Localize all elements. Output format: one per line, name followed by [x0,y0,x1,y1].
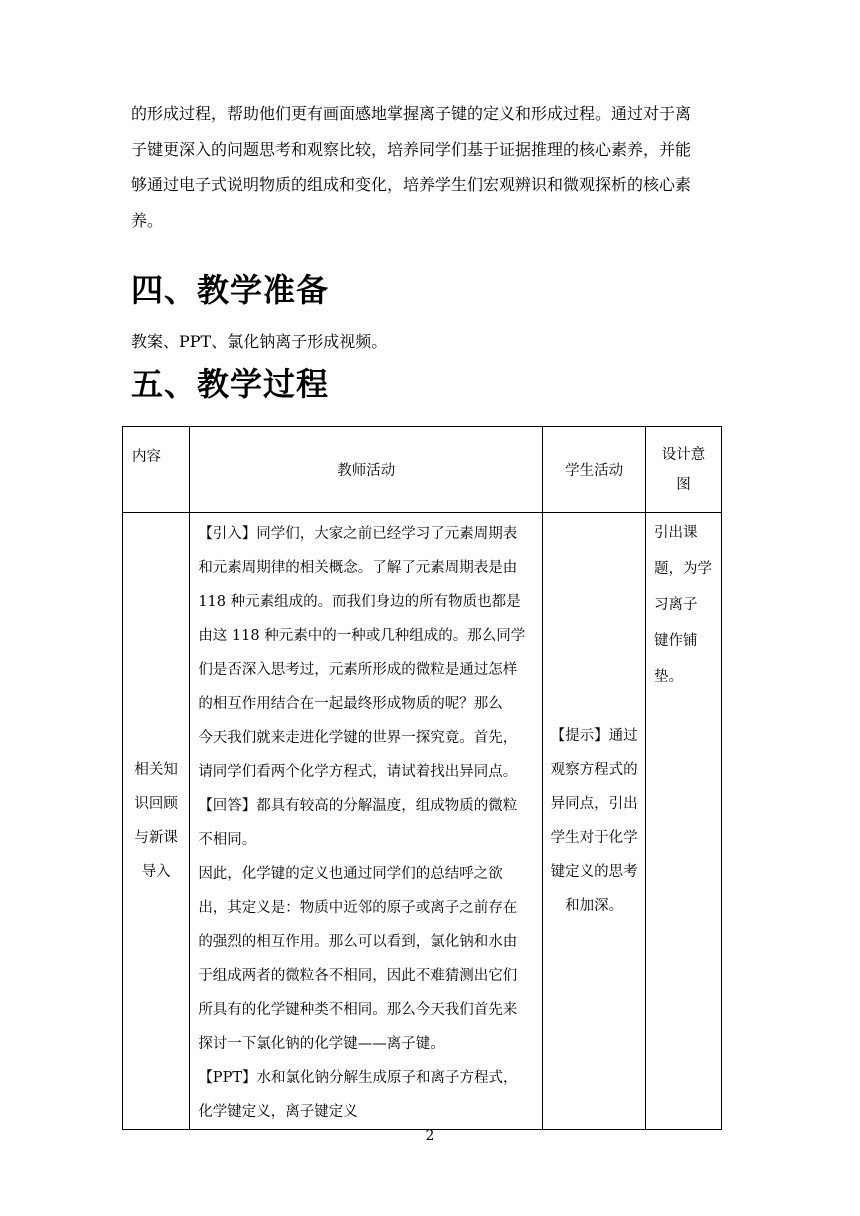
header-content: 内容 [123,427,190,513]
header-student-activity: 学生活动 [543,427,646,513]
cell-student-activity [543,513,646,1130]
cell-line: 和加深。 [565,898,624,914]
cell-line: 题，为学 [653,561,712,577]
cell-line: 引出课 [653,525,698,541]
cell-line: 垫。 [653,669,683,685]
cell-line: 【PPT】水和氯化钠分解生成原子和离子方程式， [198,1070,518,1086]
cell-line: 不相同。 [198,832,257,848]
cell-line: 键作铺 [653,633,698,649]
cell-line: 请同学们看两个化学方程式，请试着找出异同点。 [198,764,518,780]
paragraph-line: 够通过电子式说明物质的组成和变化，培养学生们宏观辨识和微观探析的核心素 [131,175,692,194]
table-row [123,513,722,1130]
section-4-text: 教案、PPT、氯化钠离子形成视频。 [131,332,388,351]
teaching-process-table [122,426,722,1130]
cell-line: 和元素周期律的相关概念。了解了元素周期表是由 [198,560,518,576]
page-number: 2 [425,1128,435,1144]
cell-line: 【提示】通过 [550,728,638,744]
cell-line: 今天我们就来走进化学键的世界一探究竟。首先， [198,730,518,746]
cell-line: 【引入】同学们，大家之前已经学习了元素周期表 [198,526,518,542]
header-design-line: 图 [676,476,691,493]
cell-line: 键定义的思考 [550,864,638,880]
cell-line: 习离子 [653,597,698,613]
cell-line: 相关知 [134,762,178,778]
cell-line: 化学键定义，离子键定义 [198,1104,358,1120]
header-teacher-activity: 教师活动 [190,427,543,513]
cell-line: 们是否深入思考过，元素所形成的微粒是通过怎样 [198,662,518,678]
header-design-line: 设计意 [661,446,706,463]
table-header-row [123,427,722,513]
cell-line: 因此，化学键的定义也通过同学们的总结呼之欲 [198,866,503,882]
cell-line: 识回顾 [134,796,178,812]
intro-paragraph [131,96,731,238]
cell-line: 由这 118 种元素中的一种或几种组成的。那么同学 [198,628,526,644]
section-4-heading: 四、教学准备 [131,271,330,309]
paragraph-line: 子键更深入的问题思考和观察比较，培养同学们基于证据推理的核心素养，并能 [131,139,692,159]
cell-design-intent [645,513,721,1130]
cell-line: 学生对于化学 [550,830,638,846]
cell-line: 所具有的化学键种类不相同。那么今天我们首先来 [198,1002,518,1018]
cell-line: 导入 [141,864,171,880]
cell-line: 的相互作用结合在一起最终形成物质的呢？那么 [198,696,503,712]
cell-line: 【回答】都具有较高的分解温度，组成物质的微粒 [198,798,518,814]
cell-line: 观察方程式的 [550,762,638,778]
cell-line: 于组成两者的微粒各不相同，因此不难猜测出它们 [198,968,518,984]
paragraph-line: 的形成过程，帮助他们更有画面感地掌握离子键的定义和形成过程。通过对于离 [131,104,692,123]
cell-content [123,513,190,1130]
section-5-heading: 五、教学过程 [131,365,330,403]
cell-line: 118 种元素组成的。而我们身边的所有物质也都是 [198,594,521,610]
header-design-intent [645,427,721,513]
cell-line: 与新课 [134,830,178,846]
cell-line: 的强烈的相互作用。那么可以看到，氯化钠和水由 [198,934,518,950]
paragraph-line: 养。 [131,210,164,230]
cell-teacher-activity [190,513,543,1130]
cell-line: 出，其定义是：物质中近邻的原子或离子之前存在 [198,900,518,916]
cell-line: 异同点，引出 [550,796,638,812]
cell-line: 探讨一下氯化钠的化学键——离子键。 [198,1036,445,1052]
